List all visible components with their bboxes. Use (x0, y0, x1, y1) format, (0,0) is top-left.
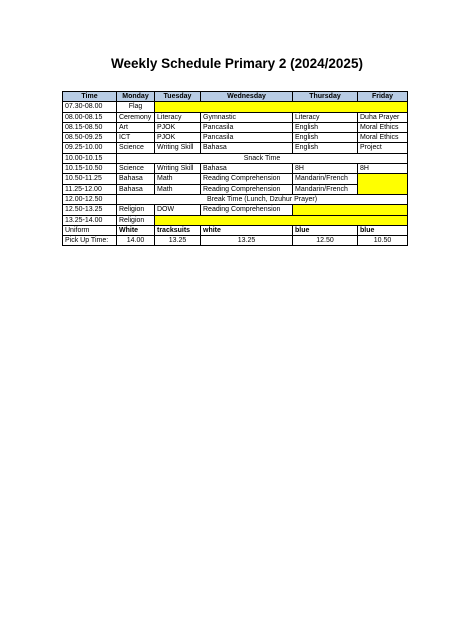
tuesday-cell: Literacy (155, 112, 201, 122)
table-row (63, 153, 408, 163)
monday-pickup: 14.00 (117, 236, 155, 246)
wednesday-cell: Reading Comprehension (201, 205, 293, 215)
header-row (63, 92, 408, 102)
friday-cell: 8H (358, 164, 408, 174)
thursday-uniform: blue (293, 225, 358, 235)
tuesday-cell: Math (155, 174, 201, 184)
wednesday-cell: Gymnastic (201, 112, 293, 122)
time-cell: 12.50-13.25 (63, 205, 117, 215)
header-wednesday: Wednesday (201, 92, 293, 102)
uniform-row (63, 225, 408, 235)
thursday-cell: Mandarin/French (293, 184, 358, 194)
thursday-cell: Literacy (293, 112, 358, 122)
table-row (63, 133, 408, 143)
friday-uniform: blue (358, 225, 408, 235)
friday-cell: Moral Ethics (358, 133, 408, 143)
friday-cell: Project (358, 143, 408, 153)
thursday-cell: English (293, 133, 358, 143)
tuesday-cell: Math (155, 184, 201, 194)
time-cell: 08.50-09.25 (63, 133, 117, 143)
page-title: Weekly Schedule Primary 2 (2024/2025) (111, 56, 363, 71)
table-row (63, 205, 408, 215)
header-time: Time (63, 92, 117, 102)
wednesday-cell: Pancasila (201, 122, 293, 132)
table-row (63, 184, 408, 194)
thursday-pickup: 12.50 (293, 236, 358, 246)
time-cell: 12.00-12.50 (63, 194, 117, 204)
time-cell: 10.50-11.25 (63, 174, 117, 184)
thursday-cell: English (293, 143, 358, 153)
schedule-table (62, 91, 408, 246)
time-cell: 08.00-08.15 (63, 112, 117, 122)
table-row (63, 112, 408, 122)
wednesday-cell: Bahasa (201, 164, 293, 174)
tuesday-uniform: tracksuits (155, 225, 201, 235)
wednesday-pickup: 13.25 (201, 236, 293, 246)
monday-cell: Religion (117, 215, 155, 225)
monday-cell: Religion (117, 205, 155, 215)
friday-cell: Duha Prayer (358, 112, 408, 122)
monday-cell: Ceremony (117, 112, 155, 122)
highlight-cell (293, 205, 408, 215)
friday-cell: Moral Ethics (358, 122, 408, 132)
monday-cell: Science (117, 164, 155, 174)
monday-cell: Art (117, 122, 155, 132)
wednesday-cell: Pancasila (201, 133, 293, 143)
pickup-label: Pick Up Time: (63, 236, 117, 246)
table-row (63, 143, 408, 153)
tuesday-cell: PJOK (155, 122, 201, 132)
wednesday-cell: Bahasa (201, 143, 293, 153)
header-tuesday: Tuesday (155, 92, 201, 102)
highlight-cell (155, 215, 408, 225)
monday-cell: Bahasa (117, 184, 155, 194)
monday-cell: Bahasa (117, 174, 155, 184)
time-cell: 13.25-14.00 (63, 215, 117, 225)
table-row (63, 122, 408, 132)
break-time-cell: Break Time (Lunch, Dzuhur Prayer) (117, 194, 408, 204)
highlight-cell (155, 102, 408, 112)
highlight-cell (358, 174, 408, 195)
tuesday-cell: DOW (155, 205, 201, 215)
thursday-cell: Mandarin/French (293, 174, 358, 184)
time-cell: 07.30-08.00 (63, 102, 117, 112)
monday-cell: ICT (117, 133, 155, 143)
table-row (63, 215, 408, 225)
uniform-label: Uniform (63, 225, 117, 235)
tuesday-cell: Writing Skill (155, 164, 201, 174)
time-cell: 10.00-10.15 (63, 153, 117, 163)
header-monday: Monday (117, 92, 155, 102)
table-row (63, 194, 408, 204)
friday-pickup: 10.50 (358, 236, 408, 246)
monday-uniform: White (117, 225, 155, 235)
table-row (63, 174, 408, 184)
header-thursday: Thursday (293, 92, 358, 102)
monday-cell: Science (117, 143, 155, 153)
tuesday-cell: PJOK (155, 133, 201, 143)
snack-time-cell: Snack Time (117, 153, 408, 163)
table-row (63, 164, 408, 174)
monday-cell: Flag (117, 102, 155, 112)
thursday-cell: 8H (293, 164, 358, 174)
pickup-row (63, 236, 408, 246)
tuesday-pickup: 13.25 (155, 236, 201, 246)
tuesday-cell: Writing Skill (155, 143, 201, 153)
time-cell: 10.15-10.50 (63, 164, 117, 174)
thursday-cell: English (293, 122, 358, 132)
time-cell: 11.25-12.00 (63, 184, 117, 194)
time-cell: 09.25-10.00 (63, 143, 117, 153)
table-row (63, 102, 408, 112)
header-friday: Friday (358, 92, 408, 102)
wednesday-cell: Reading Comprehension (201, 174, 293, 184)
wednesday-uniform: white (201, 225, 293, 235)
time-cell: 08.15-08.50 (63, 122, 117, 132)
wednesday-cell: Reading Comprehension (201, 184, 293, 194)
